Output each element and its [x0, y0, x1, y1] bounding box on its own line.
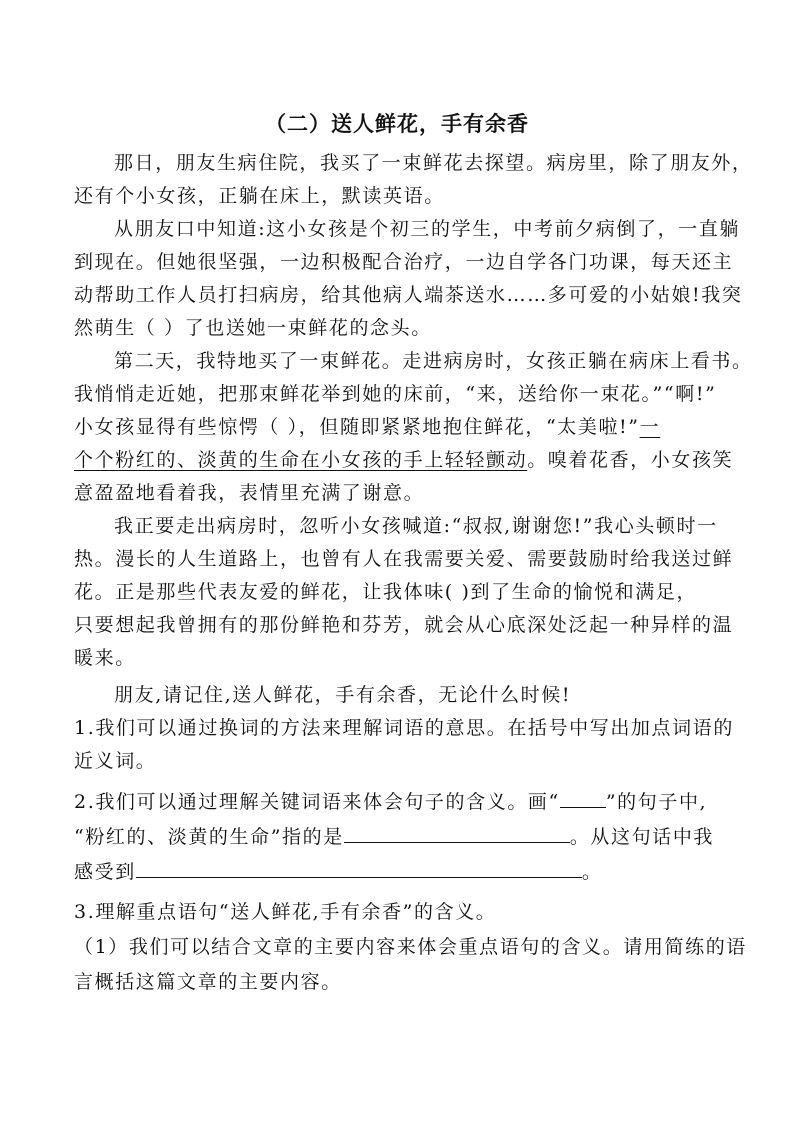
passage-line: 第二天，我特地买了一束鲜花。走进病房时，女孩正躺在病床上看书。: [114, 350, 753, 372]
passage-text: 。嗅着花香，小女孩笑: [527, 449, 734, 471]
question-2: [74, 787, 707, 814]
answer-blank[interactable]: [344, 824, 570, 843]
passage-line: [74, 412, 660, 439]
passage-line: 然萌生（ ）了也送她一束鲜花的念头。: [74, 317, 432, 339]
passage-line: 花。正是那些代表友爱的鲜花，让我体味( )到了生命的愉悦和满足，: [74, 581, 698, 603]
question-3-1-cont: 言概括这篇文章的主要内容。: [74, 971, 342, 993]
passage-line: 我正要走出病房时，忽听小女孩喊道:“叔叔,谢谢您!”我心头顿时一: [114, 515, 718, 537]
passage-text: 小女孩显得有些惊愕（ ），但随即紧紧地抱住鲜花，“太美啦!”: [74, 416, 640, 438]
question-text: 。从这句话中我: [569, 826, 715, 848]
passage-line: 只要想起我曾拥有的那份鲜艳和芬芳，就会从心底深处泛起一种异样的温: [74, 614, 734, 636]
question-2-cont: [74, 822, 714, 849]
passage-line: 热。漫长的人生道路上，也曾有人在我需要关爱、需要鼓励时给我送过鲜: [74, 548, 734, 570]
question-text: 2.我们可以通过理解关键词语来体会句子的含义。画“: [74, 791, 560, 813]
section-title: （二）送人鲜花，手有余香: [265, 111, 529, 136]
passage-line: 从朋友口中知道:这小女孩是个初三的学生，中考前夕病倒了，一直躺: [114, 218, 741, 240]
passage-line: 那日，朋友生病住院，我买了一束鲜花去探望。病房里，除了朋友外，: [114, 152, 753, 174]
passage-line: 我悄悄走近她，把那束鲜花举到她的床前，“来，送给你一束花。”“啊!”: [74, 383, 717, 405]
passage-line: 暖来。: [74, 647, 136, 669]
question-3: 3.理解重点语句“送人鲜花,手有余香”的含义。: [74, 901, 497, 923]
question-1-cont: 近义词。: [74, 750, 157, 772]
passage-line: 还有个小女孩，正躺在床上，默读英语。: [74, 185, 445, 207]
question-3-1: （1）我们可以结合文章的主要内容来体会重点语句的含义。请用简练的语: [74, 936, 747, 958]
answer-blank[interactable]: [136, 859, 582, 878]
passage-line: 到现在。但她很坚强，一边积极配合治疗，一边自学各门功课，每天还主: [74, 251, 734, 273]
question-text: ”的句子中,: [605, 791, 708, 813]
question-text: 。: [581, 861, 603, 883]
underlined-sentence: 一: [639, 416, 661, 438]
answer-blank[interactable]: [560, 789, 606, 808]
question-2-cont: [74, 857, 602, 884]
passage-line: 意盈盈地看着我，表情里充满了谢意。: [74, 482, 425, 504]
question-text: 感受到: [74, 861, 136, 883]
question-1: 1.我们可以通过换词的方法来理解词语的意思。在括号中写出加点词语的: [74, 717, 734, 739]
question-text: “粉红的、淡黄的生命”指的是: [74, 826, 344, 848]
passage-line: 朋友,请记住,送人鲜花，手有余香，无论什么时候!: [114, 684, 572, 706]
passage-line: [74, 445, 733, 472]
underlined-sentence: 个个粉红的、淡黄的生命在小女孩的手上轻轻颤动: [74, 449, 528, 471]
passage-line: 动帮助工作人员打扫病房，给其他病人端茶送水……多可爱的小姑娘!我突: [74, 284, 743, 306]
